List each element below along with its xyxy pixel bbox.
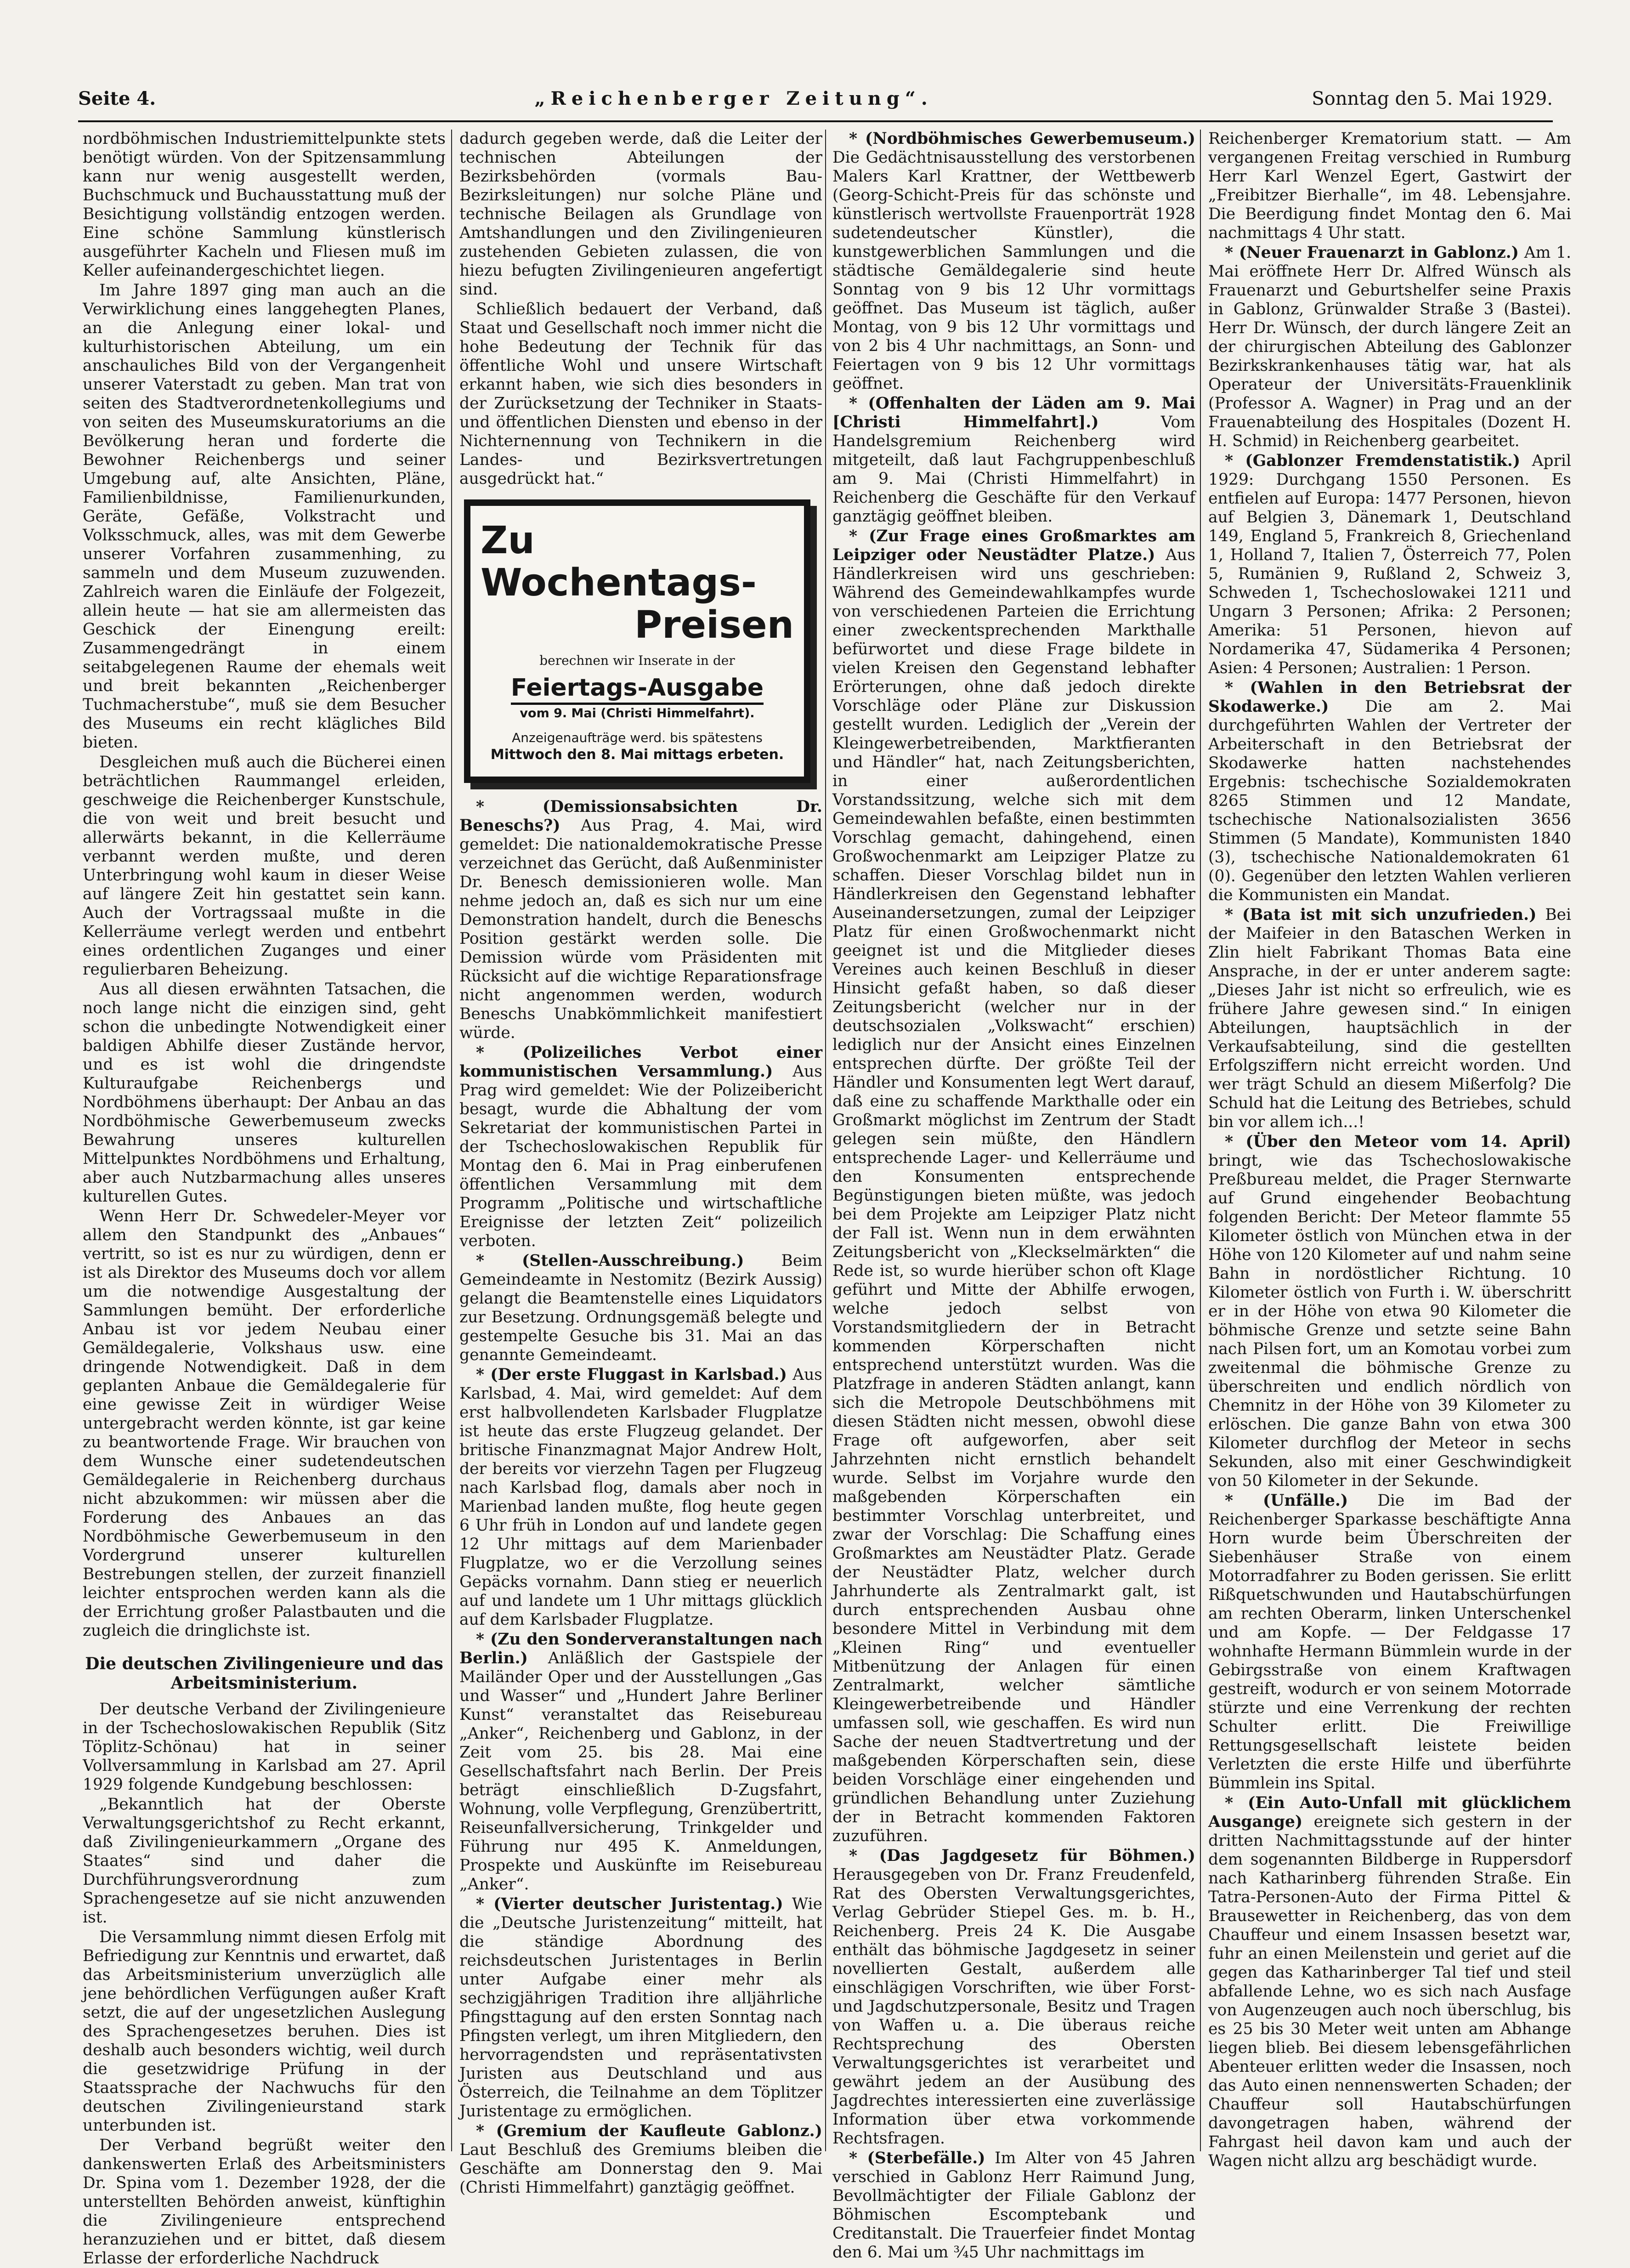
article-paragraph: Desgleichen muß auch die Bücherei einen beträchtlichen Raummangel erleiden, geschweige die Reichenberger Kunstschule, die von weit und breit besucht und allerwärts bekannt, in die Kellerräume verbannt werden mußte, und deren Unterbringung wohl kaum in dieser Weise auf längere Zeit hin gestattet sein kann. Auch der Vortragssaal mußte in die Kellerräume verlegt werden und entbehrt eines ordentlichen Zuganges und einer regulierbaren Beheizung. xyxy=(83,753,446,979)
news-item xyxy=(832,1847,1195,2148)
ad-headline-2: Preisen xyxy=(634,603,794,647)
news-kicker: * (Neuer Frauenarzt in Gablonz.) xyxy=(1225,244,1519,262)
ad-subline: berechnen wir Inserate in der xyxy=(539,653,735,668)
article-paragraph: Aus all diesen erwähnten Tatsachen, die noch lange nicht die einzigen sind, geht schon die unbedingte Notwendigkeit einer baldigen Abhilfe dieser Zustände hervor, und es ist wohl die dringendste Kulturaufgabe Reichenbergs und Nordböhmens überhaupt: Der Anbau an das Nordböhmische Gewerbemuseum zwecks Bewahrung unseres kulturellen Mittelpunktes Nordböhmens und Erhaltung, aber auch Nutzbarmachung alles unseres kulturellen Gutes. xyxy=(83,980,446,1206)
news-item xyxy=(832,394,1195,526)
news-text: Bei der Maifeier in den Bataschen Werken in Zlin hielt Fabrikant Thomas Bata eine Ansprache, in der er unter anderem sagte: „Dieses Jahr ist nicht so erfreulich, wie es frühere Jahre gewesen sind.“ In einigen Abteilungen, hauptsächlich in der Verkaufsabteilung, sind die gestellten Erfolgsziffern nicht erreicht worden. Und wer trägt Schuld an diesem Mißerfolg? Die Schuld hat die Leitung des Betriebes, schuld bin vor allem ich...! xyxy=(1208,906,1571,1131)
news-text: Aus Karlsbad, 4. Mai, wird gemeldet: Auf dem erst halbvollendeten Karlsbader Flugplatze ist heute das erste Flugzeug gelandet. Der britische Finanzmagnat Major Andrew Holt, der bereits vor vierzehn Tagen per Flugzeug nach Karlsbad flog, damals aber noch in Marienbad landen mußte, flog heute gegen 6 Uhr früh in London auf und landete gegen 12 Uhr mittags auf dem Marienbader Flugplatze, wo er die Verzollung seines Gepäcks vornahm. Dann stieg er neuerlich auf und landete um 1 Uhr mittags glücklich auf dem Karlsbader Flugplatze. xyxy=(459,1366,822,1629)
news-item xyxy=(459,798,822,1043)
news-kicker: * (Gablonzer Fremdenstatistik.) xyxy=(1225,452,1521,470)
column-3 xyxy=(832,130,1196,2262)
news-text: Die Gedächtnisausstellung des verstorbenen Malers Karl Krattner, der Wettbewerb (Georg-Schicht-Preis für das schönste und künstlerisch wertvollste Frauenporträt 1928 sudetendeutscher Künstler), die kunstgewerblichen Sammlungen und die städtische Gemäldegalerie sind heute Sonntag von 9 bis 12 Uhr vormittags geöffnet. Das Museum ist täglich, außer Montag, von 9 bis 12 Uhr vormittags und von 2 bis 4 Uhr nachmittags, an Sonn- und Feiertagen von 9 bis 12 Uhr vormittags geöffnet. xyxy=(832,148,1195,393)
column-2 xyxy=(459,130,822,2197)
news-item xyxy=(1208,1794,1571,2171)
news-kicker: * (Demissionsabsichten Dr. Beneschs?) xyxy=(459,798,822,835)
page-header xyxy=(78,82,1553,109)
news-kicker: * (Wahlen in den Betriebsrat der Skodawerke.) xyxy=(1208,679,1571,716)
column-divider xyxy=(451,130,452,2151)
news-text: Im Alter von 45 Jahren verschied in Gablonz Herr Raimund Jung, Bevollmächtigter der Filiale Gablonz der Böhmischen Escomptebank und Creditanstalt. Die Trauerfeier findet Montag den 6. Mai um ¾5 Uhr nachmittags im xyxy=(832,2149,1196,2262)
news-kicker: * (Über den Meteor vom 14. April) xyxy=(1225,1133,1571,1151)
article-paragraph: Im Jahre 1897 ging man auch an die Verwirklichung eines langgehegten Planes, an die Anlegung einer lokal- und kulturhistorischen Abteilung, um ein anschauliches Bild von der Vergangenheit unserer Vaterstadt zu geben. Man trat von seiten des Stadtverordnetenkollegiums und von seiten des Museumskuratoriums an die Bevölkerung heran und forderte die Bewohner Reichenbergs und seiner Umgebung auf, alte Ansichten, Pläne, Familienbildnisse, Familienurkunden, Geräte, Gefäße, Volkstracht und Volksschmuck, alles, was mit dem Gewerbe unserer Vorfahren zusammenhing, zu sammeln und dem Museum zuzuwenden. Zahlreich waren die Einläufe der Folgezeit, allein heute — hat sie am allermeisten das Geschick der Einengung ereilt: Zusammengedrängt in einem seitabgelegenen Raume der ehemals weit und breit bekannten „Reichenberger Tuchmacherstube“, muß sie dem Besucher des Museums ein recht klägliches Bild bieten. xyxy=(83,281,446,752)
column-divider xyxy=(825,130,826,2151)
news-text: Aus Prag, 4. Mai, wird gemeldet: Die nationaldemokratische Presse verzeichnet das Gerücht, daß Außenminister Dr. Benesch demissionieren wolle. Man nehme jedoch an, daß es sich nur um eine Demonstration handelt, durch die Beneschs Position gestärkt werden solle. Die Demission würde vom Präsidenten mit Rücksicht auf die wichtige Reparationsfrage nicht angenommen werden, wodurch Beneschs Unabkömmlichkeit manifestiert würde. xyxy=(459,816,822,1042)
ad-headline-1: Zu Wochentags- xyxy=(481,519,757,605)
news-text: Am 1. Mai eröffnete Herr Dr. Alfred Wünsch als Frauenarzt und Geburtshelfer seine Praxis in Gablonz, Grünwalder Straße 3 (Bastei). Herr Dr. Wünsch, der durch längere Zeit an der chirurgischen Abteilung des Gablonzer Bezirkskrankenhauses tätig war, hat als Operateur der Universitäts-Frauenklinik (Professor A. Wagner) in Prag und an der Frauenabteilung des Hospitales (Dozent H. H. Schmid) in Reichenberg gearbeitet. xyxy=(1208,244,1572,450)
news-item xyxy=(1208,906,1571,1132)
column-4 xyxy=(1208,130,1571,2170)
news-kicker: * (Das Jagdgesetz für Böhmen.) xyxy=(849,1847,1195,1865)
news-text: bringt, wie das Tschechoslowakische Preßbureau meldet, die Prager Sternwarte auf Grund eingehender Beobachtung folgenden Bericht: Der Meteor flammte 55 Kilometer östlich von München etwa in der Höhe von 120 Kilometer auf und nahm seine Bahn in nordöstlicher Richtung. 10 Kilometer östlich von Furth i. W. überschritt er in der Höhe von etwa 90 Kilometer die böhmische Grenze und setzte seine Bahn nach Pilsen fort, um an Komotau vorbei zum zweitenmal die böhmische Grenze zu überschreiten und endlich nördlich von Chemnitz in der Höhe von 39 Kilometer zu erlöschen. Die ganze Bahn von etwa 300 Kilometer durchflog der Meteor in sechs Sekunden, also mit einer Geschwindigkeit von 50 Kilometer in der Sekunde. xyxy=(1208,1151,1571,1490)
news-item xyxy=(1208,1133,1571,1491)
news-item xyxy=(459,1895,822,2121)
news-kicker: * (Gremium der Kaufleute Gablonz.) xyxy=(476,2122,822,2140)
news-kicker: * (Bata ist mit sich unzufrieden.) xyxy=(1225,906,1537,924)
news-item xyxy=(1208,679,1571,905)
news-kicker: * (Stellen-Ausschreibung.) xyxy=(476,1252,744,1270)
news-text: Wie die „Deutsche Juristenzeitung“ mitteilt, hat die ständige Abordnung des reichsdeutschen Juristentages in Berlin unter Aufgabe einer mehr als sechzigjährigen Tradition ihre alljährliche Pfingsttagung auf den ersten Sonntag nach Pfingsten verlegt, um ihren Mitgliedern, den hervorragendsten und repräsentativsten Juristen aus Deutschland und aus Österreich, die Teilnahme an dem Töplitzer Juristentage zu ermöglichen. xyxy=(459,1895,822,2121)
news-kicker: * (Zu den Sonderveranstaltungen nach Berlin.) xyxy=(459,1630,822,1667)
news-item xyxy=(459,2122,822,2197)
article-paragraph: Wenn Herr Dr. Schwedeler-Meyer vor allem den Standpunkt des „Anbaues“ vertritt, so ist es nur zu würdigen, denn er ist als Direktor des Museums doch vor allem um die notwendige Ausgestaltung der Sammlungen bemüht. Der erforderliche Anbau ist vor jedem Neubau einer Gemäldegalerie, Volkshaus usw. eine dringende Notwendigkeit. Daß in dem geplanten Anbaue die Gemäldegalerie für eine gewisse Zeit in würdiger Weise untergebracht werden könnte, ist gar keine zu beantwortende Frage. Wir brauchen von dem Wunsche einer sudetendeutschen Gemäldegalerie in Reichenberg durchaus nicht abzukommen: wir müssen aber die Forderung des Anbaues an das Nordböhmische Gewerbemuseum in den Vordergrund unserer kulturellen Bestrebungen stellen, der zurzeit finanziell leichter entsprochen werden kann als die der Errichtung großer Palastbauten und die zugleich die dringlichste ist. xyxy=(83,1207,446,1640)
news-text: Vom Handelsgremium Reichenberg wird mitgeteilt, daß laut Fachgruppenbeschluß am 9. Mai (Christi Himmelfahrt) in Reichenberg die Geschäfte für den Verkauf ganztägig geöffnet bleiben. xyxy=(832,413,1195,526)
ad-feature: Feiertags-Ausgabe xyxy=(511,673,764,705)
news-kicker: * (Nordböhmisches Gewerbemuseum.) xyxy=(849,130,1195,148)
news-kicker: * (Ein Auto-Unfall mit glücklichem Ausgange) xyxy=(1208,1794,1571,1831)
ad-deadline: Mittwoch den 8. Mai mittags erbeten. xyxy=(490,747,784,763)
article-paragraph: Die Versammlung nimmt diesen Erfolg mit Befriedigung zur Kenntnis und erwartet, daß das Arbeitsministerium unverzüglich alle jene behördlichen Verfügungen außer Kraft setzt, die auf der ungesetzlichen Auslegung des Sprachengesetzes beruhen. Dies ist deshalb auch besonders wichtig, weil durch die gesetzwidrige Prüfung in der Staatssprache der Nachwuchs für den deutschen Zivilingenieurstand stark unterbunden ist. xyxy=(83,1928,446,2135)
news-item xyxy=(459,1630,822,1894)
header-rule xyxy=(78,120,1553,122)
news-text: Laut Beschluß des Gremiums bleiben die Geschäfte am Donnerstag den 9. Mai (Christi Himmelfahrt) ganztägig geöffnet. xyxy=(459,2141,822,2197)
news-item xyxy=(1208,1491,1571,1793)
article-paragraph: nordböhmischen Industriemittelpunkte stets benötigt würden. Von der Spitzensammlung kann nur wenig ausgestellt werden, Buchschmuck und Buchausstattung muß der Besichtigung vollständig entzogen werden. Eine schöne Sammlung künstlerisch ausgeführter Kacheln und Fliesen muß im Keller aufeinandergeschichtet liegen. xyxy=(83,130,446,280)
news-kicker: * (Sterbefälle.) xyxy=(849,2149,985,2167)
news-item xyxy=(459,1366,822,1629)
article-paragraph: Der Verband begrüßt weiter den dankenswerten Erlaß des Arbeitsministers Dr. Spina vom 1. Dezember 1928, der die unterstellten Behörden anweist, künftighin die Zivilingenieure entsprechend heranzuziehen und er bittet, daß diesem Erlasse der erforderliche Nachdruck xyxy=(83,2136,446,2268)
news-item xyxy=(832,527,1195,1846)
article-paragraph: Reichenberger Krematorium statt. — Am vergangenen Freitag verschied in Rumburg Herr Karl Wenzel Egert, Gastwirt der „Freibitzer Bierhalle“, im 48. Lebensjahre. Die Beerdigung findet Montag den 6. Mai nachmittags 4 Uhr statt. xyxy=(1208,130,1571,242)
news-item xyxy=(1208,244,1571,451)
article-paragraph: Der deutsche Verband der Zivilingenieure in der Tschechoslowakischen Republik (Sitz Töplitz-Schönau) hat in seiner Vollversammlung in Karlsbad am 27. April 1929 folgende Kundgebung beschlossen: xyxy=(83,1700,446,1794)
issue-date: Sonntag den 5. Mai 1929. xyxy=(1312,88,1553,109)
news-item xyxy=(832,130,1195,393)
column-1 xyxy=(83,130,446,2268)
newspaper-title: „Reichenberger Zeitung“. xyxy=(534,88,933,109)
advertisement xyxy=(459,499,822,783)
article-paragraph: „Bekanntlich hat der Oberste Verwaltungsgerichtshof zu Recht erkannt, daß Zivilingenieurkammern „Organe des Staates“ sind und daher die Durchführungsverordnung zum Sprachengesetze auf sie nicht anzuwenden ist. xyxy=(83,1795,446,1927)
news-text: Beim Gemeindeamte in Nestomitz (Bezirk Aussig) gelangt die Beamtenstelle eines Liquidators zur Besetzung. Ordnungsgemäß belegte und gestempelte Gesuche bis 31. Mai an das genannte Gemeindeamt. xyxy=(459,1252,822,1364)
ad-note: Anzeigenaufträge werd. bis spätestens xyxy=(512,730,763,745)
news-kicker: * (Vierter deutscher Juristentag.) xyxy=(476,1895,783,1913)
advertisement-box xyxy=(464,499,810,783)
news-text: Aus Prag wird gemeldet: Wie der Polizeibericht besagt, wurde die Abhaltung der vom Sekretariat der kommunistischen Partei in der Tschechoslowakischen Republik für Montag den 6. Mai in Prag einberufenen öffentlichen Versammlung mit dem Programm „Politische und wirtschaftliche Ereignisse der letzten Zeit“ polizeilich verboten. xyxy=(459,1062,822,1250)
news-kicker: * (Zur Frage eines Großmarktes am Leipziger oder Neustädter Platze.) xyxy=(832,527,1195,564)
news-kicker: * (Polizeiliches Verbot einer kommunistischen Versammlung.) xyxy=(459,1043,822,1081)
page-number: Seite 4. xyxy=(78,88,156,109)
news-text: ereignete sich gestern in der dritten Nachmittagsstunde auf der hinter dem sogenannten Bildberge in Ruppersdorf nach Katharinberg führenden Straße. Ein Tatra-Personen-Auto der Firma Pittel & Brausewetter in Reichenberg, das von dem Chauffeur und einem Insassen besetzt war, fuhr an einen Meilenstein und geriet auf die gegen das Katharinberger Tal tief und steil abfallende Lehne, wo es sich nach Ausfage von Augenzeugen auch noch überschlug, bis es 25 bis 30 Meter weit unten am Abhange liegen blieb. Bei diesem lebensgefährlichen Abenteuer erlitten weder die Insassen, noch das Auto einen nennenswerten Schaden; der Chauffeur soll Hautabschürfungen davongetragen haben, während der Fahrgast heil davon kam und auch der Wagen nicht allzu arg beschädigt wurde. xyxy=(1208,1813,1571,2170)
news-text: Aus Händlerkreisen wird uns geschrieben: Während des Gemeindewahlkampfes wurde von verschiedenen Parteien die Errichtung einer zweckentsprechenden Markthalle befürwortet und diese Frage bildete in vielen Kreisen den Gegenstand lebhafter Erörterungen, ohne daß jedoch direkte Vorschläge oder Pläne zur Diskussion gestellt wurden. Lediglich der „Verein der Kleingewerbetreibenden, Marktfieranten und Händler“ hat, nach Zeitungsberichten, in einer außerordentlichen Vorstandssitzung, welche sich mit dem Gemeindewahlen befaßte, einen bestimmten Vorschlag gemacht, dahingehend, einen Großwochenmarkt am Leipziger Platze zu schaffen. Dieser Vorschlag bildet nun in Händlerkreisen den Gegenstand lebhafter Auseinandersetzungen, zumal der Leipziger Platz für einen Großwochenmarkt nicht geeignet ist und die Mitglieder dieses Vereines auch keinen Beschluß in dieser Hinsicht gefaßt haben, so daß dieser Zeitungsbericht (welcher nur in der deutschsozialen „Volkswacht“ erschien) lediglich nur der Ansicht eines Einzelnen entsprechen dürfte. Der größte Teil der Händler und Konsumenten legt Wert darauf, daß eine zu schaffende Markthalle oder ein Großmarkt möglichst im Zentrum der Stadt gelegen sein müßte, den Händlern entsprechende Lager- und Kellerräume und den Konsumenten entsprechende Begünstigungen bieten müßte, was jedoch bei dem Projekte am Leipziger Platz nicht der Fall ist. Wenn nun in dem erwähnten Zeitungsbericht von „Kleckselmärkten“ die Rede ist, so wurde hierüber schon oft Klage geführt und Mitte der Abhilfe erwogen, welche jedoch selbst von Vorstandsmitgliedern der in Betracht kommenden Körperschaften nicht entsprechend unterstützt wurden. Was die Platzfrage in anderen Städten anlangt, kann sich die Metropole Deutschböhmens mit diesen Städten nicht messen, obwohl diese Frage oft aufgeworfen, aber seit Jahrzehnten nicht ernstlich behandelt wurde. Selbst im Vorjahre wurde den maßgebenden Körperschaften ein bestimmter Vorschlag unterbreitet, und zwar der Vorschlag: Die Schaffung eines Großmarktes am Neustädter Platz. Gerade der Neustädter Platz, welcher durch Jahrhunderte als Zentralmarkt galt, ist durch entsprechenden Ausbau ohne besondere Mittel in Verbindung mit dem „Kleinen Ring“ und eventueller Mitbenützung der Anlagen für einen Zentralmarkt, welcher sämtliche Kleingewerbetreibende und Händler umfassen soll, wie geschaffen. Es wird nun Sache der neuen Stadtvertretung und der maßgebenden Körperschaften sein, diese beiden Vorschläge einer eingehenden und gründlichen Behandlung unter Zuziehung der in Betracht kommenden Faktoren zuzuführen. xyxy=(832,546,1196,1845)
news-text: Die am 2. Mai durchgeführten Wahlen der Vertreter der Arbeiterschaft in den Betriebsrat der Skodawerke hatten nachstehendes Ergebnis: tschechische Sozialdemokraten 8265 Stimmen und 12 Mandate, tschechische Nationalsozialisten 3656 Stimmen (5 Mandate), Kommunisten 1840 (3), tschechische Nationaldemokraten 61 (0). Gegenüber den letzten Wahlen verlieren die Kommunisten ein Mandat. xyxy=(1208,697,1571,904)
news-item xyxy=(459,1043,822,1251)
news-text: Die im Bad der Reichenberger Sparkasse beschäftigte Anna Horn wurde beim Überschreiten der Siebenhäuser Straße von einem Motorradfahrer zu Boden gerissen. Sie erlitt Rißquetschwunden und Hautabschürfungen am rechten Oberarm, linken Unterschenkel und am Kopfe. — Der Feldgasse 17 wohnhafte Hermann Bümmlein wurde in der Gebirgsstraße von einem Kraftwagen gestreift, wodurch er von seinem Motorrade stürzte und eine Verrenkung der rechten Schulter erlitt. Die Freiwillige Rettungsgesellschaft leistete beiden Verletzten die erste Hilfe und überführte Bümmlein ins Spital. xyxy=(1208,1491,1572,1792)
news-item xyxy=(832,2149,1195,2262)
news-text: April 1929: Durchgang 1550 Personen. Es entfielen auf Europa: 1477 Personen, hievon auf Belgien 3, Dänemark 1, Deutschland 149, England 5, Frankreich 8, Griechenland 1, Holland 7, Italien 7, Österreich 77, Polen 5, Rumänien 9, Rußland 2, Schweiz 3, Schweden 1, Tschechoslowakei 1211 und Ungarn 3 Personen; Afrika: 2 Personen; Amerika: 51 Personen, hievon auf Nordamerika 47, Südamerika 4 Personen; Asien: 4 Personen; Australien: 1 Person. xyxy=(1208,452,1571,677)
news-item xyxy=(459,1252,822,1365)
news-kicker: * (Der erste Fluggast in Karlsbad.) xyxy=(476,1366,787,1384)
column-divider xyxy=(1200,130,1201,2151)
article-heading: Die deutschen Zivilingenieure und das Arbeitsministerium. xyxy=(85,1654,443,1693)
news-item xyxy=(1208,452,1571,678)
news-kicker: * (Unfälle.) xyxy=(1225,1491,1348,1510)
article-paragraph: dadurch gegeben werde, daß die Leiter der technischen Abteilungen der Bezirksbehörden (vormals Bau-Bezirksleitungen) nur solche Pläne und technische Beilagen als Grundlage von Amtshandlungen und den Zivilingenieuren zustehenden Gebieten zulassen, die von hiezu befugten Zivilingenieuren angefertigt sind. xyxy=(459,130,822,299)
news-text: Anläßlich der Gastspiele der Mailänder Oper und der Ausstellungen „Gas und Wasser“ und „Hundert Jahre Berliner Kunst“ veranstaltet das Reisebureau „Anker“, Reichenberg und Gablonz, in der Zeit vom 25. bis 28. Mai eine Gesellschaftsfahrt nach Berlin. Der Preis beträgt einschließlich D-Zugsfahrt, Wohnung, volle Verpflegung, Grenzübertritt, Reiseunfallversicherung, Trinkgelder und Führung nur 495 K. Anmeldungen, Prospekte und Auskünfte im Reisebureau „Anker“. xyxy=(459,1649,822,1894)
ad-date: vom 9. Mai (Christi Himmelfahrt). xyxy=(520,706,755,720)
article-paragraph: Schließlich bedauert der Verband, daß Staat und Gesellschaft noch immer nicht die hohe Bedeutung der Technik für das öffentliche Wohl und unsere Wirtschaft erkannt haben, wie sich dies besonders in der Zurücksetzung der Techniker in Staats- und öffentlichen Diensten und ebenso in der Nichternennung von Technikern in die Landes- und Bezirksvertretungen ausgedrückt hat.“ xyxy=(459,300,822,488)
news-kicker: * (Offenhalten der Läden am 9. Mai [Christi Himmelfahrt].) xyxy=(832,394,1195,431)
news-text: Herausgegeben von Dr. Franz Freudenfeld, Rat des Obersten Verwaltungsgerichtes, Verlag Gebrüder Stiepel Ges. m. b. H., Reichenberg. Preis 24 K. Die Ausgabe enthält das böhmische Jagdgesetz in seiner novellierten Gestalt, außerdem alle einschlägigen Vorschriften, wie über Forst- und Jagdschutzpersonale, Besitz und Tragen von Waffen u. a. Die überaus reiche Rechtsprechung des Obersten Verwaltungsgerichtes ist verarbeitet und gewährt jedem an der Ausübung des Jagdrechtes interessierten eine zuverlässige Information über etwa vorkommende Rechtsfragen. xyxy=(832,1865,1195,2148)
